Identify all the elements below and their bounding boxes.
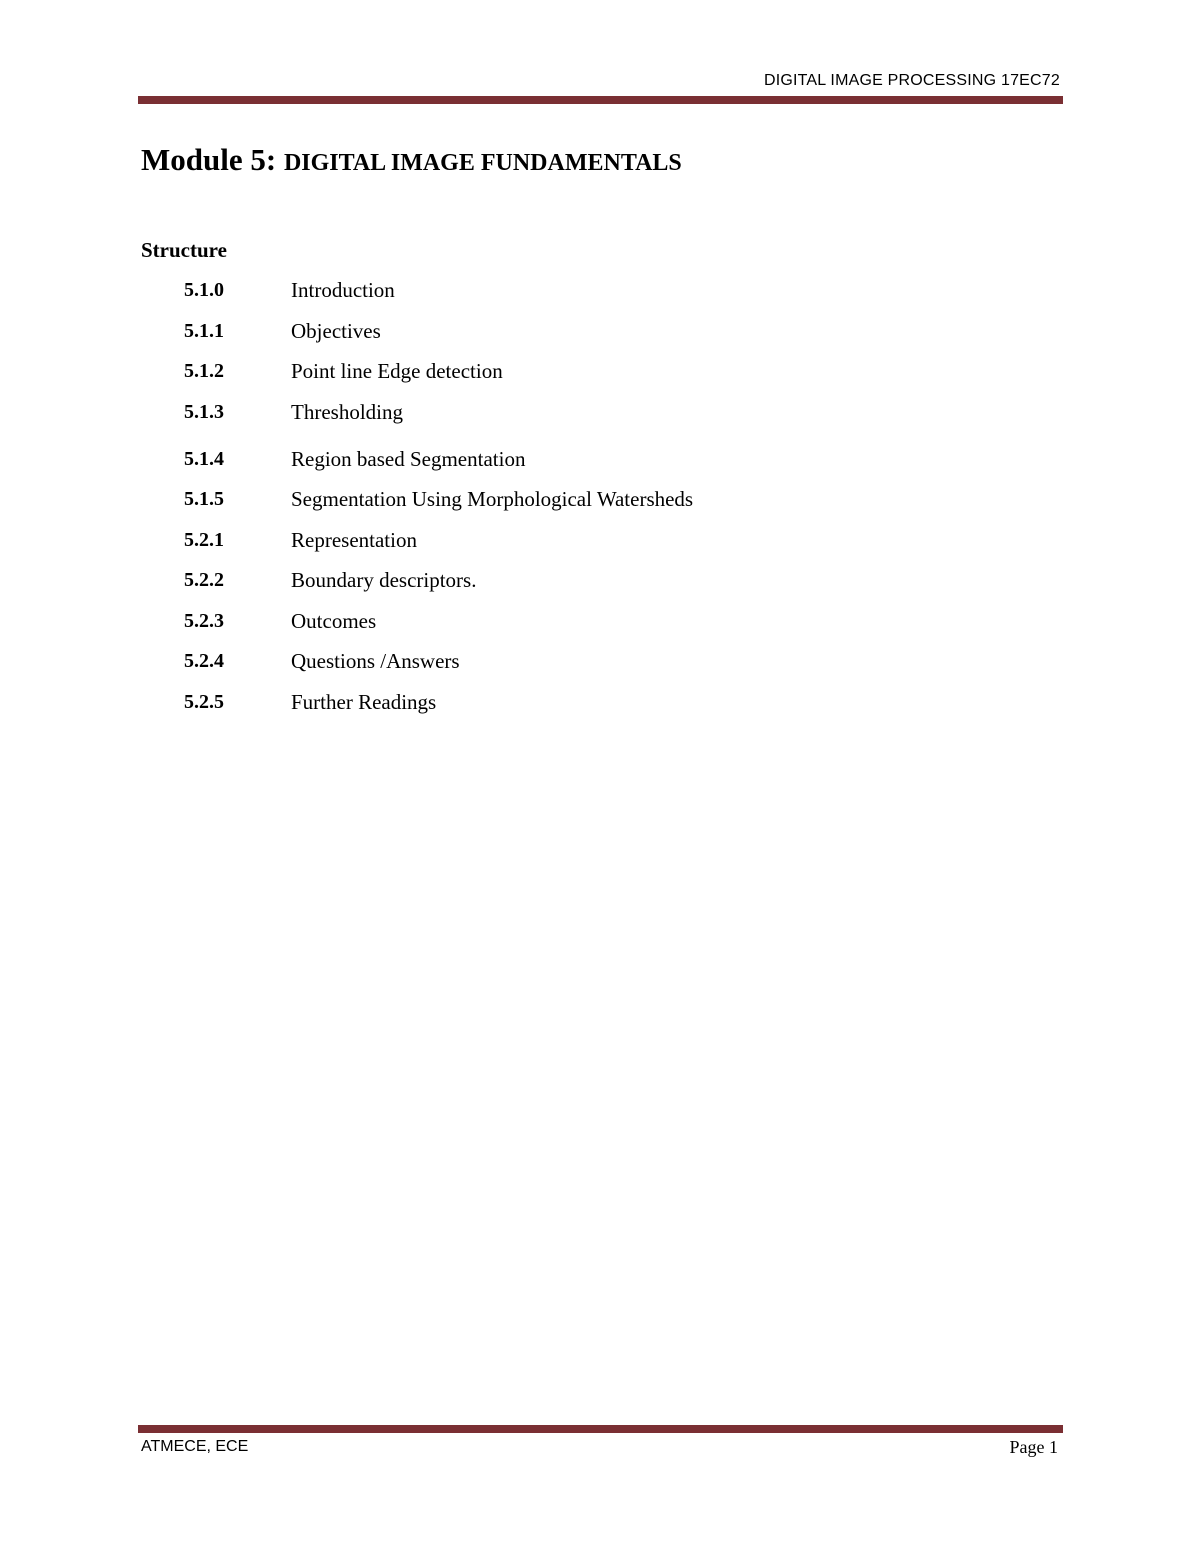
toc-item-number: 5.1.1 [184,319,224,342]
toc-item-label: Objectives [291,318,381,343]
toc-item-label: Point line Edge detection [291,359,503,383]
toc-item [0,565,1200,606]
structure-heading: Structure [141,238,227,262]
toc-item [0,275,1200,316]
header-rule [138,96,1063,104]
toc-item-number: 5.2.4 [184,650,224,672]
toc-item-label: Questions /Answers [291,649,460,673]
toc-item-label: Representation [291,527,417,552]
toc-item-label: Boundary descriptors. [291,568,477,592]
toc-item-number: 5.2.5 [184,690,224,713]
toc-item-number: 5.1.2 [184,360,224,382]
toc-item-number: 5.1.3 [184,400,224,423]
toc-item-label: Introduction [291,278,395,302]
toc-item [0,525,1200,566]
toc-item-number: 5.2.3 [184,609,224,632]
module-name: DIGITAL IMAGE FUNDAMENTALS [283,150,682,176]
toc-item [0,646,1200,687]
page-title [141,142,682,178]
toc-item-number: 5.2.2 [184,569,224,591]
running-header: DIGITAL IMAGE PROCESSING 17EC72 [763,72,1060,89]
page-number: Page 1 [1009,1437,1058,1457]
toc-item [0,687,1200,728]
toc-item-number: 5.1.0 [184,279,224,301]
toc-item [0,397,1200,444]
toc-item-number: 5.1.4 [184,447,224,470]
toc-item-label: Outcomes [291,608,377,633]
toc-item [0,356,1200,397]
toc-item-label: Further Readings [291,689,437,714]
toc-item [0,316,1200,357]
toc-item-label: Thresholding [291,399,403,424]
toc-item [0,444,1200,485]
toc-item [0,606,1200,647]
toc-item-label: Region based Segmentation [291,446,526,471]
footer-institution: ATMECE, ECE [141,1438,249,1455]
toc-item-label: Segmentation Using Morphological Watersheds [291,487,694,511]
toc-item-number: 5.1.5 [184,488,224,510]
table-of-contents [0,275,1200,727]
toc-item-number: 5.2.1 [184,528,224,551]
footer-rule [138,1425,1063,1433]
toc-item [0,484,1200,525]
module-number: Module 5: [141,142,284,177]
